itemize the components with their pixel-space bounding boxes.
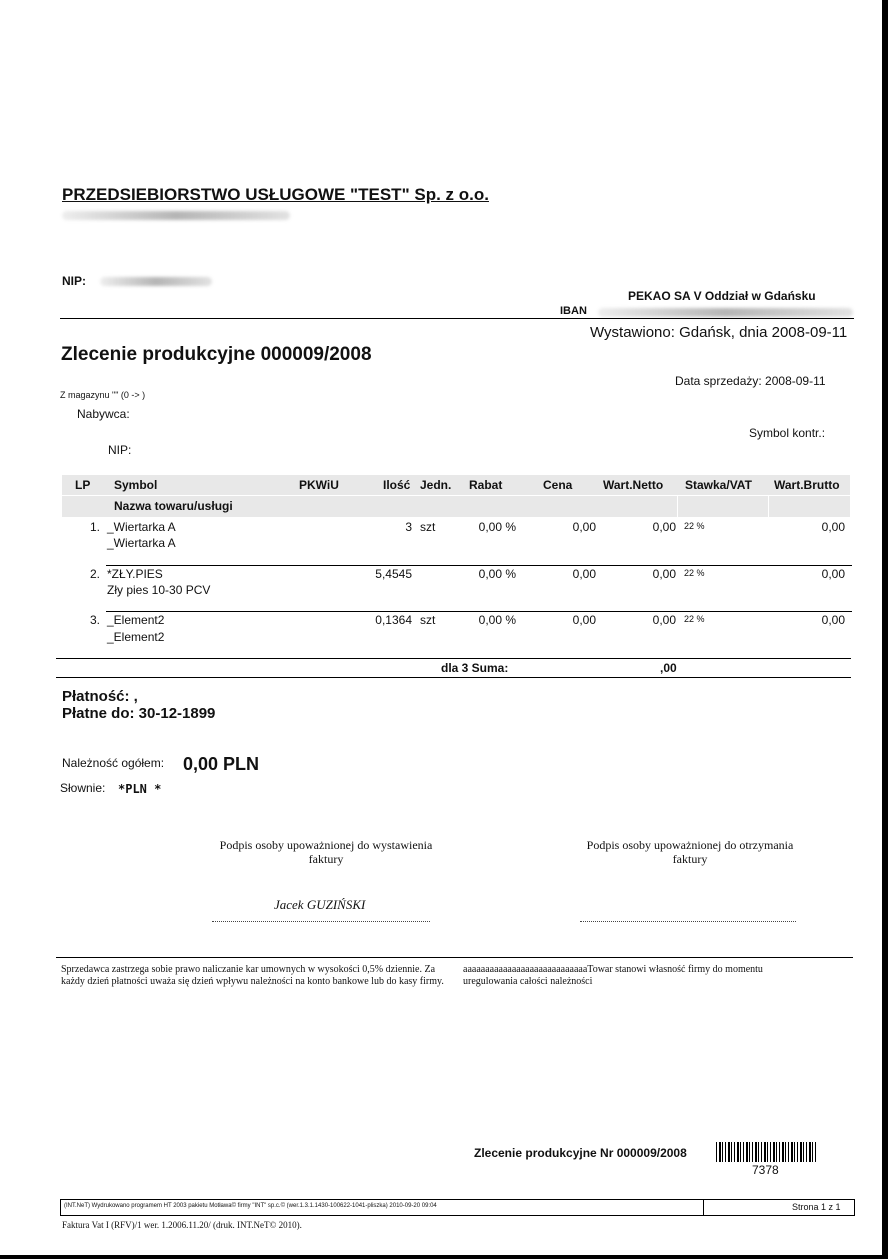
row-lp: 2. xyxy=(89,567,100,581)
footer-form-version: Faktura Vat I (RFV)/1 wer. 1.2006.11.20/ (druk. INT.NeT© 2010). xyxy=(62,1220,302,1230)
total-label: Należność ogółem: xyxy=(62,756,165,770)
row-brutto: 0,00 xyxy=(821,613,845,627)
row-vat: 22 % xyxy=(684,521,705,531)
sum-bottom-line xyxy=(56,677,851,678)
buyer-nip-label: NIP: xyxy=(108,443,132,457)
row-rabat: 0,00 % xyxy=(478,520,516,534)
col-lp: LP xyxy=(75,478,91,492)
row-symbol: *ZŁY.PIES xyxy=(107,567,163,581)
row-name: _Wiertarka A xyxy=(107,536,176,550)
sum-value: ,00 xyxy=(660,661,677,675)
header-divider xyxy=(60,318,854,319)
col-vat: Stawka/VAT xyxy=(685,478,752,492)
footer-page-number: Strona 1 z 1 xyxy=(792,1202,841,1212)
table-header-col-divider xyxy=(768,495,769,517)
signature-receiver-label: Podpis osoby upoważnionej do otrzymania faktury xyxy=(586,838,794,866)
row-rabat: 0,00 % xyxy=(478,567,516,581)
row-vat: 22 % xyxy=(684,568,705,578)
signature-issuer-name: Jacek GUZIŃSKI xyxy=(274,897,366,912)
warehouse-info: Z magazynu "" (0 -> ) xyxy=(60,390,146,400)
col-netto: Wart.Netto xyxy=(603,478,664,492)
payment-method: Płatność: , xyxy=(62,688,138,705)
page-border-bottom xyxy=(0,1255,888,1259)
row-qty: 3 xyxy=(405,520,412,534)
col-symbol: Symbol xyxy=(114,478,158,492)
row-rabat: 0,00 % xyxy=(478,613,516,627)
table-header-col-divider xyxy=(677,495,678,517)
col-ilosc: Ilość xyxy=(383,478,411,492)
iban-label: IBAN xyxy=(560,305,587,317)
col-pkwiu: PKWiU xyxy=(299,478,339,492)
row-cena: 0,00 xyxy=(572,567,596,581)
document-title: Zlecenie produkcyjne 000009/2008 xyxy=(61,344,372,365)
row-symbol: _Wiertarka A xyxy=(107,520,176,534)
table-header-separator xyxy=(62,495,850,496)
col-cena: Cena xyxy=(543,478,573,492)
row-cena: 0,00 xyxy=(572,613,596,627)
row-vat: 22 % xyxy=(684,614,705,624)
symbol-kontr-label: Symbol kontr.: xyxy=(749,426,826,440)
company-nip-label: NIP: xyxy=(62,274,86,288)
row-cena: 0,00 xyxy=(572,520,596,534)
row-lp: 3. xyxy=(89,613,100,627)
row-unit: szt xyxy=(420,520,436,534)
row-divider xyxy=(106,565,852,566)
company-address-redacted xyxy=(62,211,290,220)
row-brutto: 0,00 xyxy=(821,567,845,581)
company-name: PRZEDSIEBIORSTWO USŁUGOWE "TEST" Sp. z o.o. xyxy=(62,185,489,204)
col-rabat: Rabat xyxy=(469,478,503,492)
signature-issuer-label: Podpis osoby upoważnionej do wystawienia faktury xyxy=(219,838,433,866)
row-netto: 0,00 xyxy=(652,613,676,627)
sum-label: dla 3 Suma: xyxy=(441,661,509,675)
footer-doc-number: Zlecenie produkcyjne Nr 000009/2008 xyxy=(474,1146,687,1160)
row-qty: 5,4545 xyxy=(375,567,412,581)
company-nip-redacted xyxy=(100,277,212,286)
signature-issuer-line xyxy=(212,921,430,922)
issued-info: Wystawiono: Gdańsk, dnia 2008-09-11 xyxy=(590,324,848,341)
row-netto: 0,00 xyxy=(652,567,676,581)
col-jedn: Jedn. xyxy=(420,478,452,492)
words-label: Słownie: xyxy=(60,781,106,795)
row-brutto: 0,00 xyxy=(821,520,845,534)
buyer-label: Nabywca: xyxy=(77,407,130,421)
row-symbol: _Element2 xyxy=(107,613,165,627)
page-border-right xyxy=(882,0,888,1259)
sale-date: Data sprzedaży: 2008-09-11 xyxy=(675,374,826,388)
sum-top-line xyxy=(56,658,851,659)
footer-program-info: (INT.NeT) Wydrukowano programem HT 2003 pakietu Motława© firmy "INT" sp.c.© (wer.1.3.1.1430-100622-1041-pliszka) 2010-09-20 09:04 xyxy=(64,1203,437,1209)
barcode-number: 7378 xyxy=(752,1163,779,1177)
row-qty: 0,1364 xyxy=(375,613,412,627)
footer-box-divider xyxy=(703,1199,704,1216)
total-value: 0,00 PLN xyxy=(183,754,260,774)
iban-redacted xyxy=(598,308,853,317)
col-nazwa: Nazwa towaru/usługi xyxy=(114,499,233,513)
row-name: Zły pies 10-30 PCV xyxy=(107,583,211,597)
row-lp: 1. xyxy=(89,520,100,534)
note-right: aaaaaaaaaaaaaaaaaaaaaaaaaaaaTowar stanowi własność firmy do momentu uregulowania całości należności xyxy=(463,964,763,987)
payment-due: Płatne do: 30-12-1899 xyxy=(62,705,216,722)
col-brutto: Wart.Brutto xyxy=(774,478,840,492)
row-netto: 0,00 xyxy=(652,520,676,534)
words-value: *PLN * xyxy=(118,782,162,796)
bank-name: PEKAO SA V Oddział w Gdańsku xyxy=(628,289,816,303)
notes-divider xyxy=(56,957,853,958)
barcode-icon xyxy=(716,1142,818,1162)
note-left: Sprzedawca zastrzega sobie prawo naliczanie kar umownych w wysokości 0,5% dziennie. Za każdy dzień płatności uważa się dzień wpływu należności na konto bankowe lub do kasy firmy. xyxy=(61,964,444,987)
row-name: _Element2 xyxy=(107,630,165,644)
signature-receiver-line xyxy=(580,921,796,922)
row-divider xyxy=(106,611,852,612)
row-unit: szt xyxy=(420,613,436,627)
